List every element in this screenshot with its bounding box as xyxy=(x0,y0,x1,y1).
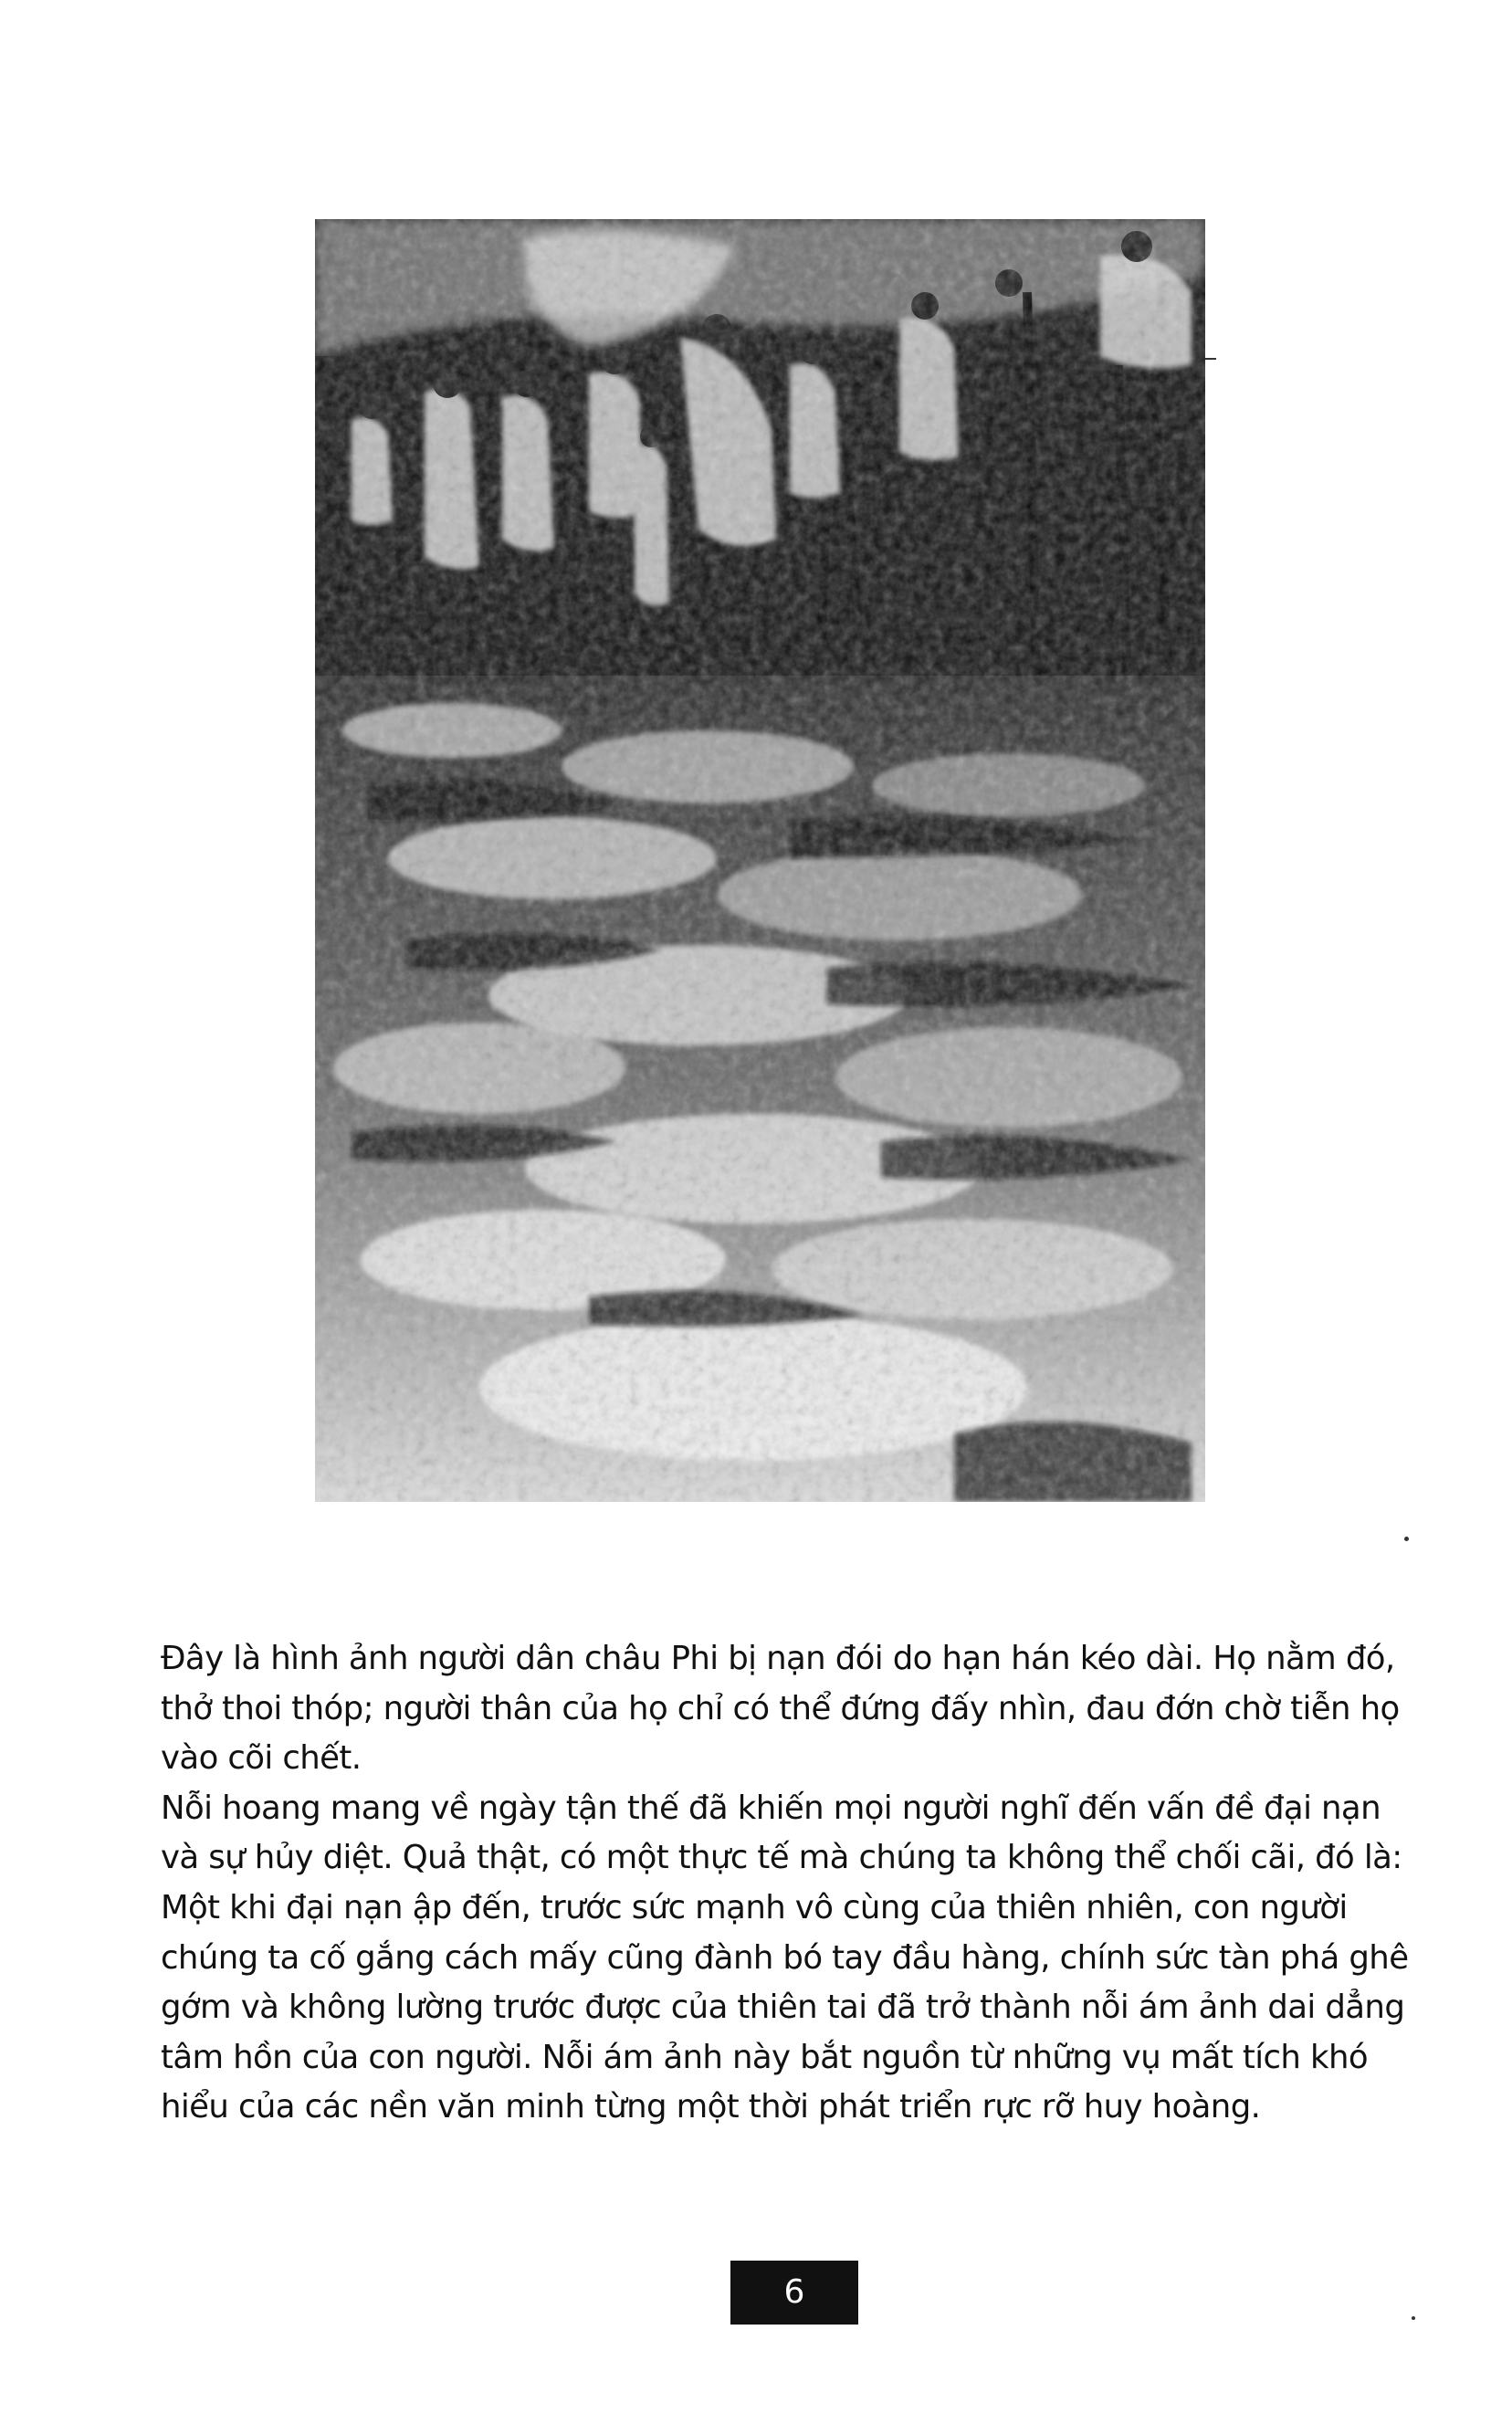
page-number: 6 xyxy=(730,2261,858,2325)
famine-victims-photo xyxy=(315,219,1205,1502)
caption-paragraph-1: Đây là hình ảnh người dân châu Phi bị nạn đói do hạn hán kéo dài. Họ nằm đó, thở thoi thóp; người thân của họ chỉ có thể đứng đấy nhìn, đau đớn chờ tiễn họ vào cõi chết. xyxy=(161,1640,1400,1778)
scan-speck xyxy=(1404,1537,1409,1541)
caption-paragraph-2: Nỗi hoang mang về ngày tận thế đã khiến mọi người nghĩ đến vấn đề đại nạn và sự hủy diệt. Quả thật, có một thực tế mà chúng ta không thể chối cãi, đó là: Một khi đại nạn ập đến, trước sức mạnh vô cùng của thiên nhiên, con người chúng ta cố gắng cách mấy cũng đành bó tay đầu hàng, chính sức tàn phá ghê gớm và không lường trước được của thiên tai đã trở thành nỗi ám ảnh dai dẳng tâm hồn của con người. Nỗi ám ảnh này bắt nguồn từ những vụ mất tích khó hiểu của các nền văn minh từng một thời phát triển rực rỡ huy hoàng. xyxy=(161,1789,1409,2126)
photo-caption xyxy=(161,1634,1421,2133)
scan-speck xyxy=(1205,358,1216,360)
scan-speck xyxy=(1412,2316,1415,2320)
photo-illustration xyxy=(315,219,1205,1502)
